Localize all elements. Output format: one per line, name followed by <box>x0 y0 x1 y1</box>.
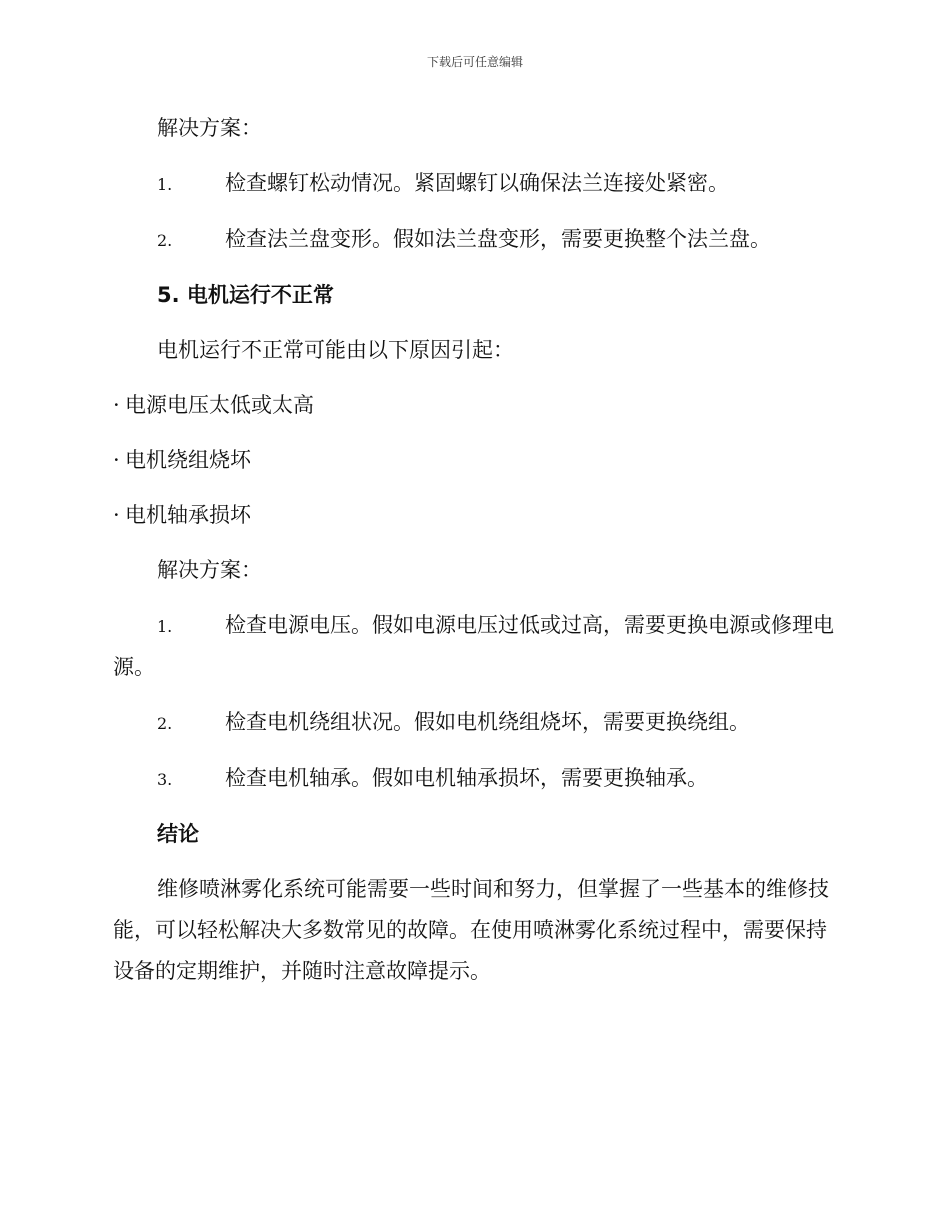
bullet-dot-icon: · <box>113 448 120 472</box>
bullet-item <box>113 440 837 481</box>
item-number: 2. <box>157 714 173 733</box>
numbered-item <box>113 605 837 688</box>
motor-intro: 电机运行不正常可能由以下原因引起： <box>157 338 514 362</box>
solution-label: 解决方案： <box>157 116 262 140</box>
item-text: 检查法兰盘变形。假如法兰盘变形，需要更换整个法兰盘。 <box>225 227 771 251</box>
bullet-dot-icon: · <box>113 503 120 527</box>
item-number: 1. <box>157 617 173 636</box>
item-text: 检查电源电压。假如电源电压过低或过高，需要更换电源或修理电源。 <box>113 613 834 679</box>
item-text: 检查电机绕组状况。假如电机绕组烧坏，需要更换绕组。 <box>225 710 750 734</box>
bullet-item <box>113 385 837 426</box>
section-heading-conclusion: 结论 <box>157 822 199 846</box>
item-text: 检查电机轴承。假如电机轴承损坏，需要更换轴承。 <box>225 766 708 790</box>
bullet-item <box>113 495 837 536</box>
numbered-item <box>113 758 837 800</box>
item-number: 3. <box>157 770 173 789</box>
bullet-text: 电机轴承损坏 <box>125 503 251 527</box>
solution-label: 解决方案： <box>157 558 262 582</box>
document-body <box>113 108 837 1006</box>
section-heading-motor: 5. 电机运行不正常 <box>157 283 334 307</box>
numbered-item <box>113 702 837 744</box>
numbered-item <box>113 219 837 261</box>
bullet-text: 电机绕组烧坏 <box>125 448 251 472</box>
conclusion-text: 维修喷淋雾化系统可能需要一些时间和努力，但掌握了一些基本的维修技能，可以轻松解决大多数常见的故障。在使用喷淋雾化系统过程中，需要保持设备的定期维护，并随时注意故障提示。 <box>113 877 829 983</box>
numbered-item <box>113 163 837 205</box>
bullet-text: 电源电压太低或太高 <box>125 393 314 417</box>
item-number: 2. <box>157 231 173 250</box>
item-text: 检查螺钉松动情况。紧固螺钉以确保法兰连接处紧密。 <box>225 171 729 195</box>
item-number: 1. <box>157 175 173 194</box>
page-header: 下载后可任意编辑 <box>426 55 523 69</box>
bullet-dot-icon: · <box>113 393 120 417</box>
